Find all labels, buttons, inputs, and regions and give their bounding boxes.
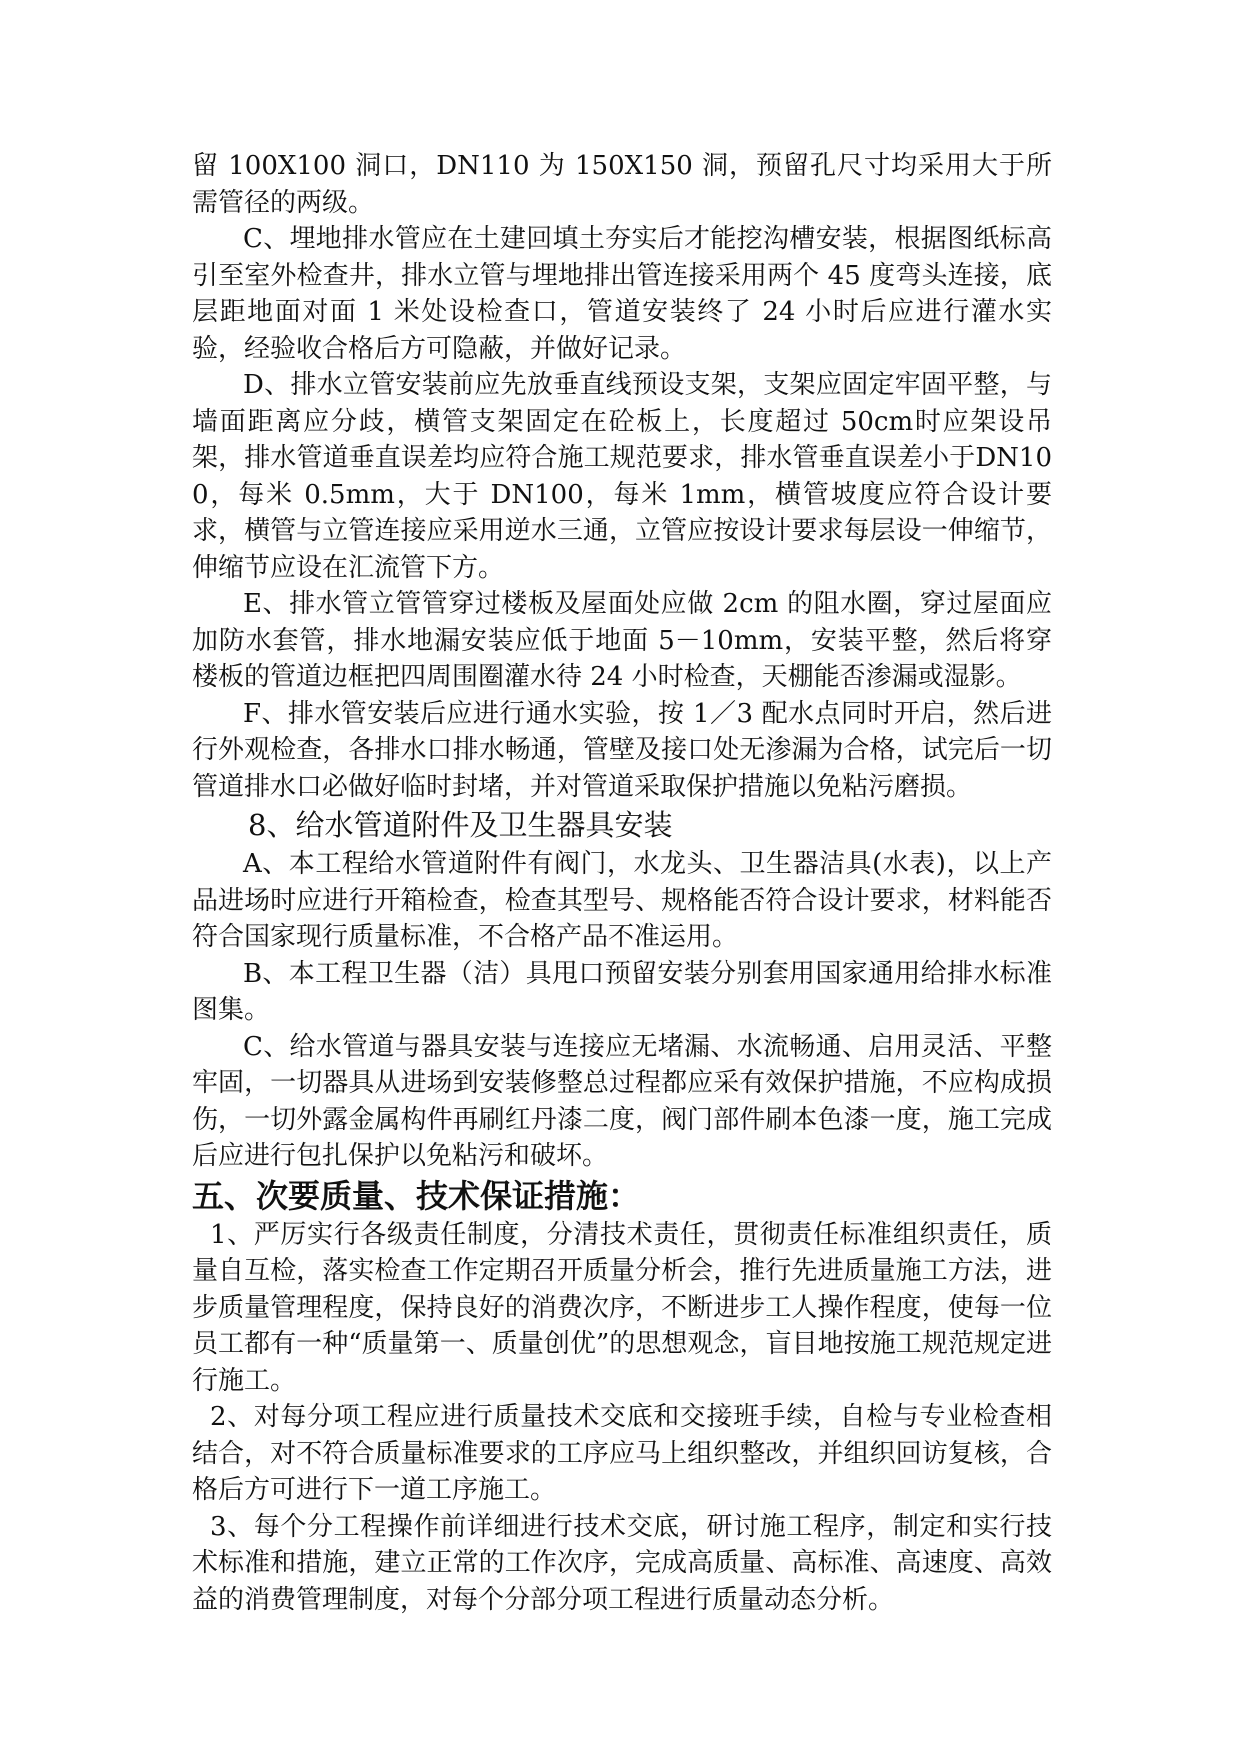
quality-analysis-paragraph: 3、每个分工程操作前详细进行技术交底，研讨施工程序，制定和实行技术标准和措施，建立正常的工作次序，完成高质量、高标准、高速度、高效益的消费管理制度，对每个分部分项工程进行质量动态分析。 xyxy=(192,1511,1052,1615)
water-fittings-inspection-paragraph: A、本工程给水管道附件有阀门，水龙头、卫生器洁具(水表)，以上产品进场时应进行开箱检查，检查其型号、规格能否符合设计要求，材料能否符合国家现行质量标准，不合格产品不准运用。 xyxy=(192,849,1052,952)
quality-measures-heading: 五、次要质量、技术保证措施： xyxy=(192,1176,641,1215)
drainage-flow-test-paragraph: F、排水管安装后应进行通水实验，按 1／3 配水点同时开启，然后进行外观检查，各排水口排水畅通，管壁及接口处无渗漏为合格，试完后一切管道排水口必做好临时封堵，并对管道采取保护措施以免粘污磨损。 xyxy=(192,698,1052,802)
pipe-opening-paragraph: 留 100X100 洞口，DN110 为 150X150 洞，预留孔尺寸均采用大于所需管径的两级。 xyxy=(192,151,1052,218)
quality-responsibility-paragraph: 1、严厉实行各级责任制度，分清技术责任，贯彻责任标准组织责任，质量自互检，落实检查工作定期召开质量分析会，推行先进质量施工方法，进步质量管理程度，保持良好的消费次序，不断进步工人操作程度，使每一位员工都有一种“质量第一、质量创优”的思想观念，盲目地按施工规范规定进行施工。 xyxy=(192,1219,1052,1396)
fixture-protection-paragraph: C、给水管道与器具安装与连接应无堵漏、水流畅通、启用灵活、平整牢固，一切器具从进场到安装修整总过程都应采有效保护措施，不应构成损伤，一切外露金属构件再刷红丹漆二度，阀门部件刷本色漆一度，施工完成后应进行包扎保护以免粘污和破坏。 xyxy=(192,1031,1052,1171)
sanitary-standard-paragraph: B、本工程卫生器（洁）具甩口预留安装分别套用国家通用给排水标准图集。 xyxy=(192,958,1052,1025)
drainage-riser-paragraph: D、排水立管安装前应先放垂直线预设支架，支架应固定牢固平整，与墙面距离应分歧，横管支架固定在砼板上，长度超过 50cm时应架设吊架，排水管道垂直误差均应符合施工规范要求，排水管垂直误差小于DN100，每米 0.5mm，大于 DN100，每米 1mm，横管坡度应符合设计要求，横管与立管连接应采用逆水三通，立管应按设计要求每层设一伸缩节，伸缩节应设在汇流管下方。 xyxy=(192,370,1052,583)
document-content xyxy=(192,148,1052,1618)
water-supply-fittings-heading: 8、给水管道附件及卫生器具安装 xyxy=(248,808,673,842)
technical-handover-paragraph: 2、对每分项工程应进行质量技术交底和交接班手续，自检与专业检查相结合，对不符合质量标准要求的工序应马上组织整改，并组织回访复核，合格后方可进行下一道工序施工。 xyxy=(192,1402,1052,1505)
drainage-floor-penetration-paragraph: E、排水管立管管穿过楼板及屋面处应做 2cm 的阻水圈，穿过屋面应加防水套管，排水地漏安装应低于地面 5－10mm，安装平整，然后将穿楼板的管道边框把四周围圈灌水待 24 小时检查，天棚能否渗漏或湿影。 xyxy=(192,589,1052,692)
drainage-burial-paragraph: C、埋地排水管应在土建回填土夯实后才能挖沟槽安装，根据图纸标高引至室外检查井，排水立管与埋地排出管连接采用两个 45 度弯头连接，底层距地面对面 1 米处设检查口，管道安装终了 24 小时后应进行灌水实验，经验收合格后方可隐蔽，并做好记录。 xyxy=(192,224,1052,364)
